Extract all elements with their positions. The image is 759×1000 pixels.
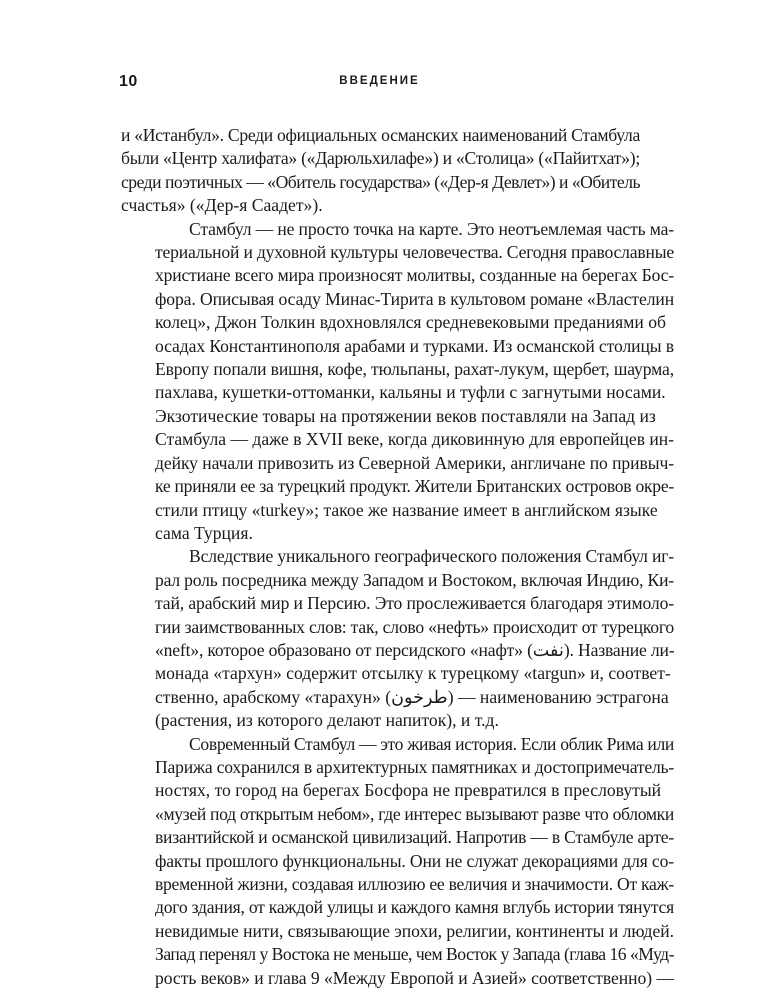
text-line: были «Центр халифата» («Дарюльхилафе») и «Столица» («Пайитхат»); [121, 148, 641, 169]
text-line: осадах Константинополя арабами и турками. Из османской столицы в [155, 335, 674, 356]
text-line: среди поэтичных — «Обитель государства» («Дер-я Девлет») и «Обитель [121, 171, 641, 192]
text-line: дого здания, от каждой улицы и каждого камня вглубь истории тянутся [155, 897, 675, 918]
text-line: счастья» («Дер-я Саадет»). [121, 195, 323, 216]
paragraph-3 [121, 545, 675, 732]
text-line: и «Истанбул». Среди официальных османских наименований Стамбула [121, 125, 640, 145]
text-line: сама Турция. [155, 522, 253, 543]
paragraph-1 [121, 124, 640, 218]
text-line: Европу попали вишня, кофе, тюльпаны, рахат-лукум, щербет, шаурма, [155, 359, 674, 380]
text-line: Современный Стамбул — это живая история. Если облик Рима или [189, 733, 674, 754]
text-line: Стамбул — не просто точка на карте. Это неотъемлемая часть ма- [189, 218, 675, 239]
text-line: Стамбула — даже в XVII веке, когда диковинную для европейцев ин- [155, 429, 674, 450]
text-line: Запад перенял у Востока не меньше, чем Восток у Запада (глава 16 «Муд- [155, 944, 674, 965]
text-line: стили птицу «turkey»; такое же название имеет в английском языке [155, 499, 658, 520]
text-line: факты прошлого функциональны. Они не служат декорациями для со- [155, 850, 674, 871]
text-line: «neft», которое образовано от персидского «нафт» (نفت). Название ли- [155, 639, 675, 660]
text-line: невидимые нити, связывающие эпохи, религии, континенты и людей. [155, 920, 674, 941]
text-line: колец», Джон Толкин вдохновлялся средневековыми преданиями об [155, 312, 666, 333]
text-line: гии заимствованных слов: так, слово «нефть» происходит от турецкого [155, 616, 675, 637]
page-number: 10 [119, 73, 138, 90]
text-line: монада «тархун» содержит отсылку к турецкому «targun» и, соответ- [155, 663, 671, 684]
text-line: рость веков» и глава 9 «Между Европой и Азией» соответственно) — [155, 967, 674, 988]
text-line: рал роль посредника между Западом и Востоком, включая Индию, Ки- [155, 569, 674, 590]
text-line: ственно, арабскому «тарахун» (طرخون) — наименованию эстрагона [155, 686, 669, 707]
text-line: Парижа сохранился в архитектурных памятниках и достопримечатель- [155, 756, 675, 777]
body-text [121, 124, 675, 990]
page-header [119, 73, 640, 99]
text-line: временной жизни, создавая иллюзию ее величия и значимости. От каж- [155, 874, 674, 894]
text-line: фора. Описывая осаду Минас-Тирита в культовом романе «Властелин [155, 288, 675, 309]
paragraph-4 [121, 733, 675, 990]
text-line: дейку начали привозить из Северной Америки, англичане по привыч- [155, 452, 675, 473]
text-line: тай, арабский мир и Персию. Это прослеживается благодаря этимоло- [155, 593, 675, 614]
text-line: териальной и духовной культуры человечества. Сегодня православные [155, 242, 674, 263]
text-line: византийской и османской цивилизаций. Напротив — в Стамбуле арте- [155, 827, 674, 848]
text-line: «музей под открытым небом», где интерес вызывают разве что обломки [155, 803, 674, 824]
text-line: Вследствие уникального географического положения Стамбул иг- [189, 546, 674, 567]
running-head: ВВЕДЕНИЕ [339, 75, 420, 87]
text-line: Экзотические товары на протяжении веков поставляли на Запад из [155, 405, 656, 426]
text-line: христиане всего мира произносят молитвы, созданные на берегах Бос- [155, 265, 674, 286]
text-line: ке приняли ее за турецкий продукт. Жители Британских островов окре- [155, 476, 674, 497]
text-line: пахлава, кушетки-оттоманки, кальяны и туфли с загнутыми носами. [155, 382, 666, 403]
text-line: ностях, то город на берегах Босфора не превратился в пресловутый [155, 780, 662, 801]
text-line: (растения, из которого делают напиток), и т.д. [155, 710, 499, 731]
paragraph-2 [121, 218, 675, 546]
